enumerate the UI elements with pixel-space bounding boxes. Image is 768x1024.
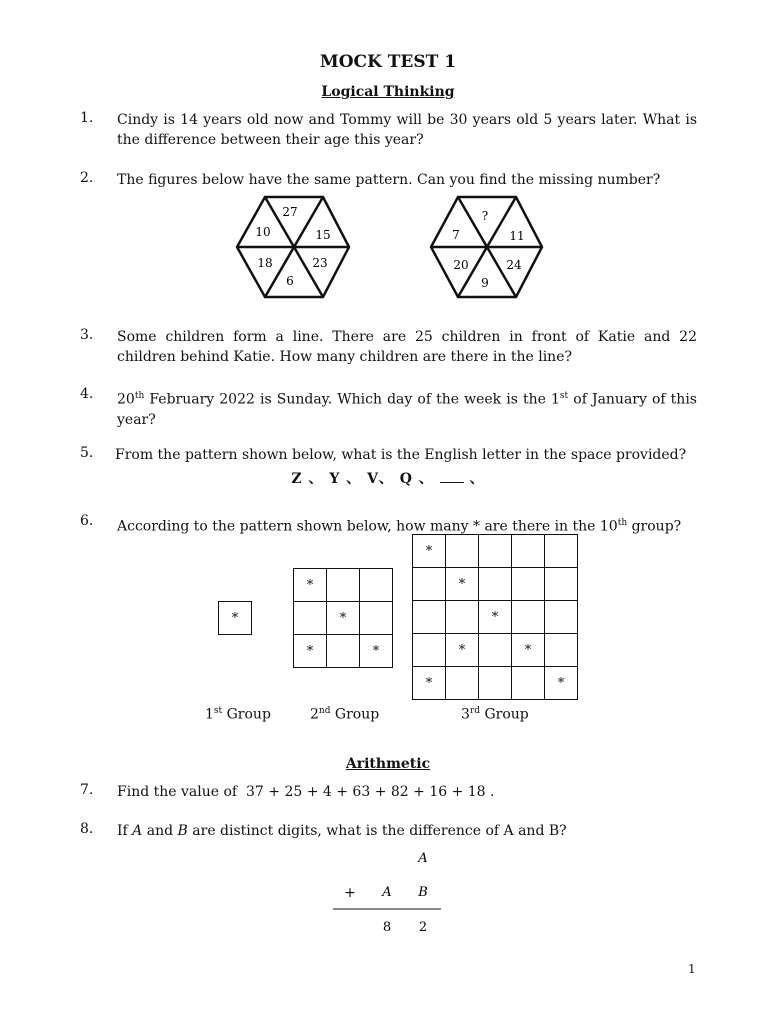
hexagon-left [237, 197, 349, 297]
grid-cell [545, 601, 578, 634]
grid-cell: * [479, 601, 512, 634]
grid-cell: * [219, 602, 252, 635]
question-number: 1. [80, 110, 94, 126]
hexagon-number: 27 [282, 205, 298, 219]
star-grid-group-2 [293, 568, 393, 668]
question-text: If A and B are distinct digits, what is the difference of A and B? [117, 823, 567, 839]
question-text: Cindy is 14 years old now and Tommy will be 30 years old 5 years later. What is the difference between their age this year? [117, 112, 697, 148]
grid-cell [512, 535, 545, 568]
grid-cell [479, 568, 512, 601]
addition-puzzle [330, 845, 450, 940]
question-text: 20th February 2022 is Sunday. Which day of the week is the 1st of January of this year? [117, 391, 697, 428]
grid-cell [413, 568, 446, 601]
grid-cell: * [294, 635, 327, 668]
question-text: From the pattern shown below, what is the English letter in the space provided? [115, 447, 687, 463]
grid-cell: * [294, 569, 327, 602]
hexagon-number: 24 [506, 258, 522, 272]
star-grid-group-3 [412, 534, 578, 700]
question-number: 8. [80, 821, 94, 837]
hexagon-right [431, 197, 542, 297]
question-number: 7. [80, 782, 94, 798]
grid-cell [446, 667, 479, 700]
question-number: 3. [80, 327, 94, 343]
hexagon-number: 23 [312, 256, 328, 270]
grid-cell [360, 569, 393, 602]
grid-cell: * [446, 568, 479, 601]
hexagon-number: 10 [255, 225, 271, 239]
addend-ones-digit: B [418, 885, 428, 900]
sum-ones-digit: 2 [418, 920, 428, 935]
grid-cell: * [413, 535, 446, 568]
star-grid-group-1 [218, 601, 252, 635]
group-label-2: 2nd Group [310, 706, 380, 723]
hexagon-number: ? [481, 209, 489, 223]
addend-top-digit: A [418, 851, 428, 866]
sum-tens-digit: 8 [382, 920, 392, 935]
grid-cell [446, 535, 479, 568]
grid-cell [327, 569, 360, 602]
grid-cell: * [360, 635, 393, 668]
hexagon-number: 9 [481, 276, 489, 290]
grid-cell [479, 634, 512, 667]
question-text: Some children form a line. There are 25 children in front of Katie and 22 children behind Katie. How many children are there in the line? [117, 329, 697, 365]
question-text: Find the value of 37 + 25 + 4 + 63 + 82 + 16 + 18 . [117, 784, 495, 800]
question-text: The figures below have the same pattern. Can you find the missing number? [117, 172, 661, 188]
grid-cell [512, 601, 545, 634]
grid-cell [512, 667, 545, 700]
grid-cell: * [512, 634, 545, 667]
page-number: 1 [688, 962, 696, 976]
grid-cell [545, 634, 578, 667]
section-heading-arithmetic: Arithmetic [345, 756, 431, 772]
group-label-1: 1st Group [205, 706, 271, 723]
grid-cell [413, 634, 446, 667]
grid-cell: * [545, 667, 578, 700]
hexagon-number: 7 [452, 228, 460, 242]
plus-sign: + [344, 885, 356, 901]
grid-cell [512, 568, 545, 601]
question-number: 6. [80, 513, 94, 529]
question-number: 5. [80, 445, 94, 461]
hexagon-number: 11 [509, 229, 525, 243]
grid-cell [327, 635, 360, 668]
grid-cell [294, 602, 327, 635]
addend-tens-digit: A [382, 885, 392, 900]
grid-cell [360, 602, 393, 635]
hexagon-number: 20 [453, 258, 469, 272]
hexagon-number: 18 [257, 256, 273, 270]
question-text: According to the pattern shown below, how many * are there in the 10th group? [117, 518, 682, 535]
math-expression: 37 + 25 + 4 + 63 + 82 + 16 + 18 . [246, 784, 495, 800]
hexagon-number: 15 [315, 228, 331, 242]
grid-cell: * [446, 634, 479, 667]
grid-cell: * [327, 602, 360, 635]
grid-cell [545, 535, 578, 568]
grid-cell [545, 568, 578, 601]
hexagon-number: 6 [286, 274, 294, 288]
hexagon-figures [228, 192, 558, 304]
answer-blank [440, 470, 464, 483]
question-number: 4. [80, 386, 94, 402]
grid-cell [446, 601, 479, 634]
grid-cell [479, 535, 512, 568]
grid-cell [479, 667, 512, 700]
question-number: 2. [80, 170, 94, 186]
letter-sequence: Z 、 Y 、 V、 Q 、 、 [291, 471, 485, 487]
page-title: MOCK TEST 1 [319, 52, 457, 72]
group-label-3: 3rd Group [461, 706, 529, 723]
grid-cell: * [413, 667, 446, 700]
grid-cell [413, 601, 446, 634]
section-heading-logical: Logical Thinking [321, 84, 455, 100]
